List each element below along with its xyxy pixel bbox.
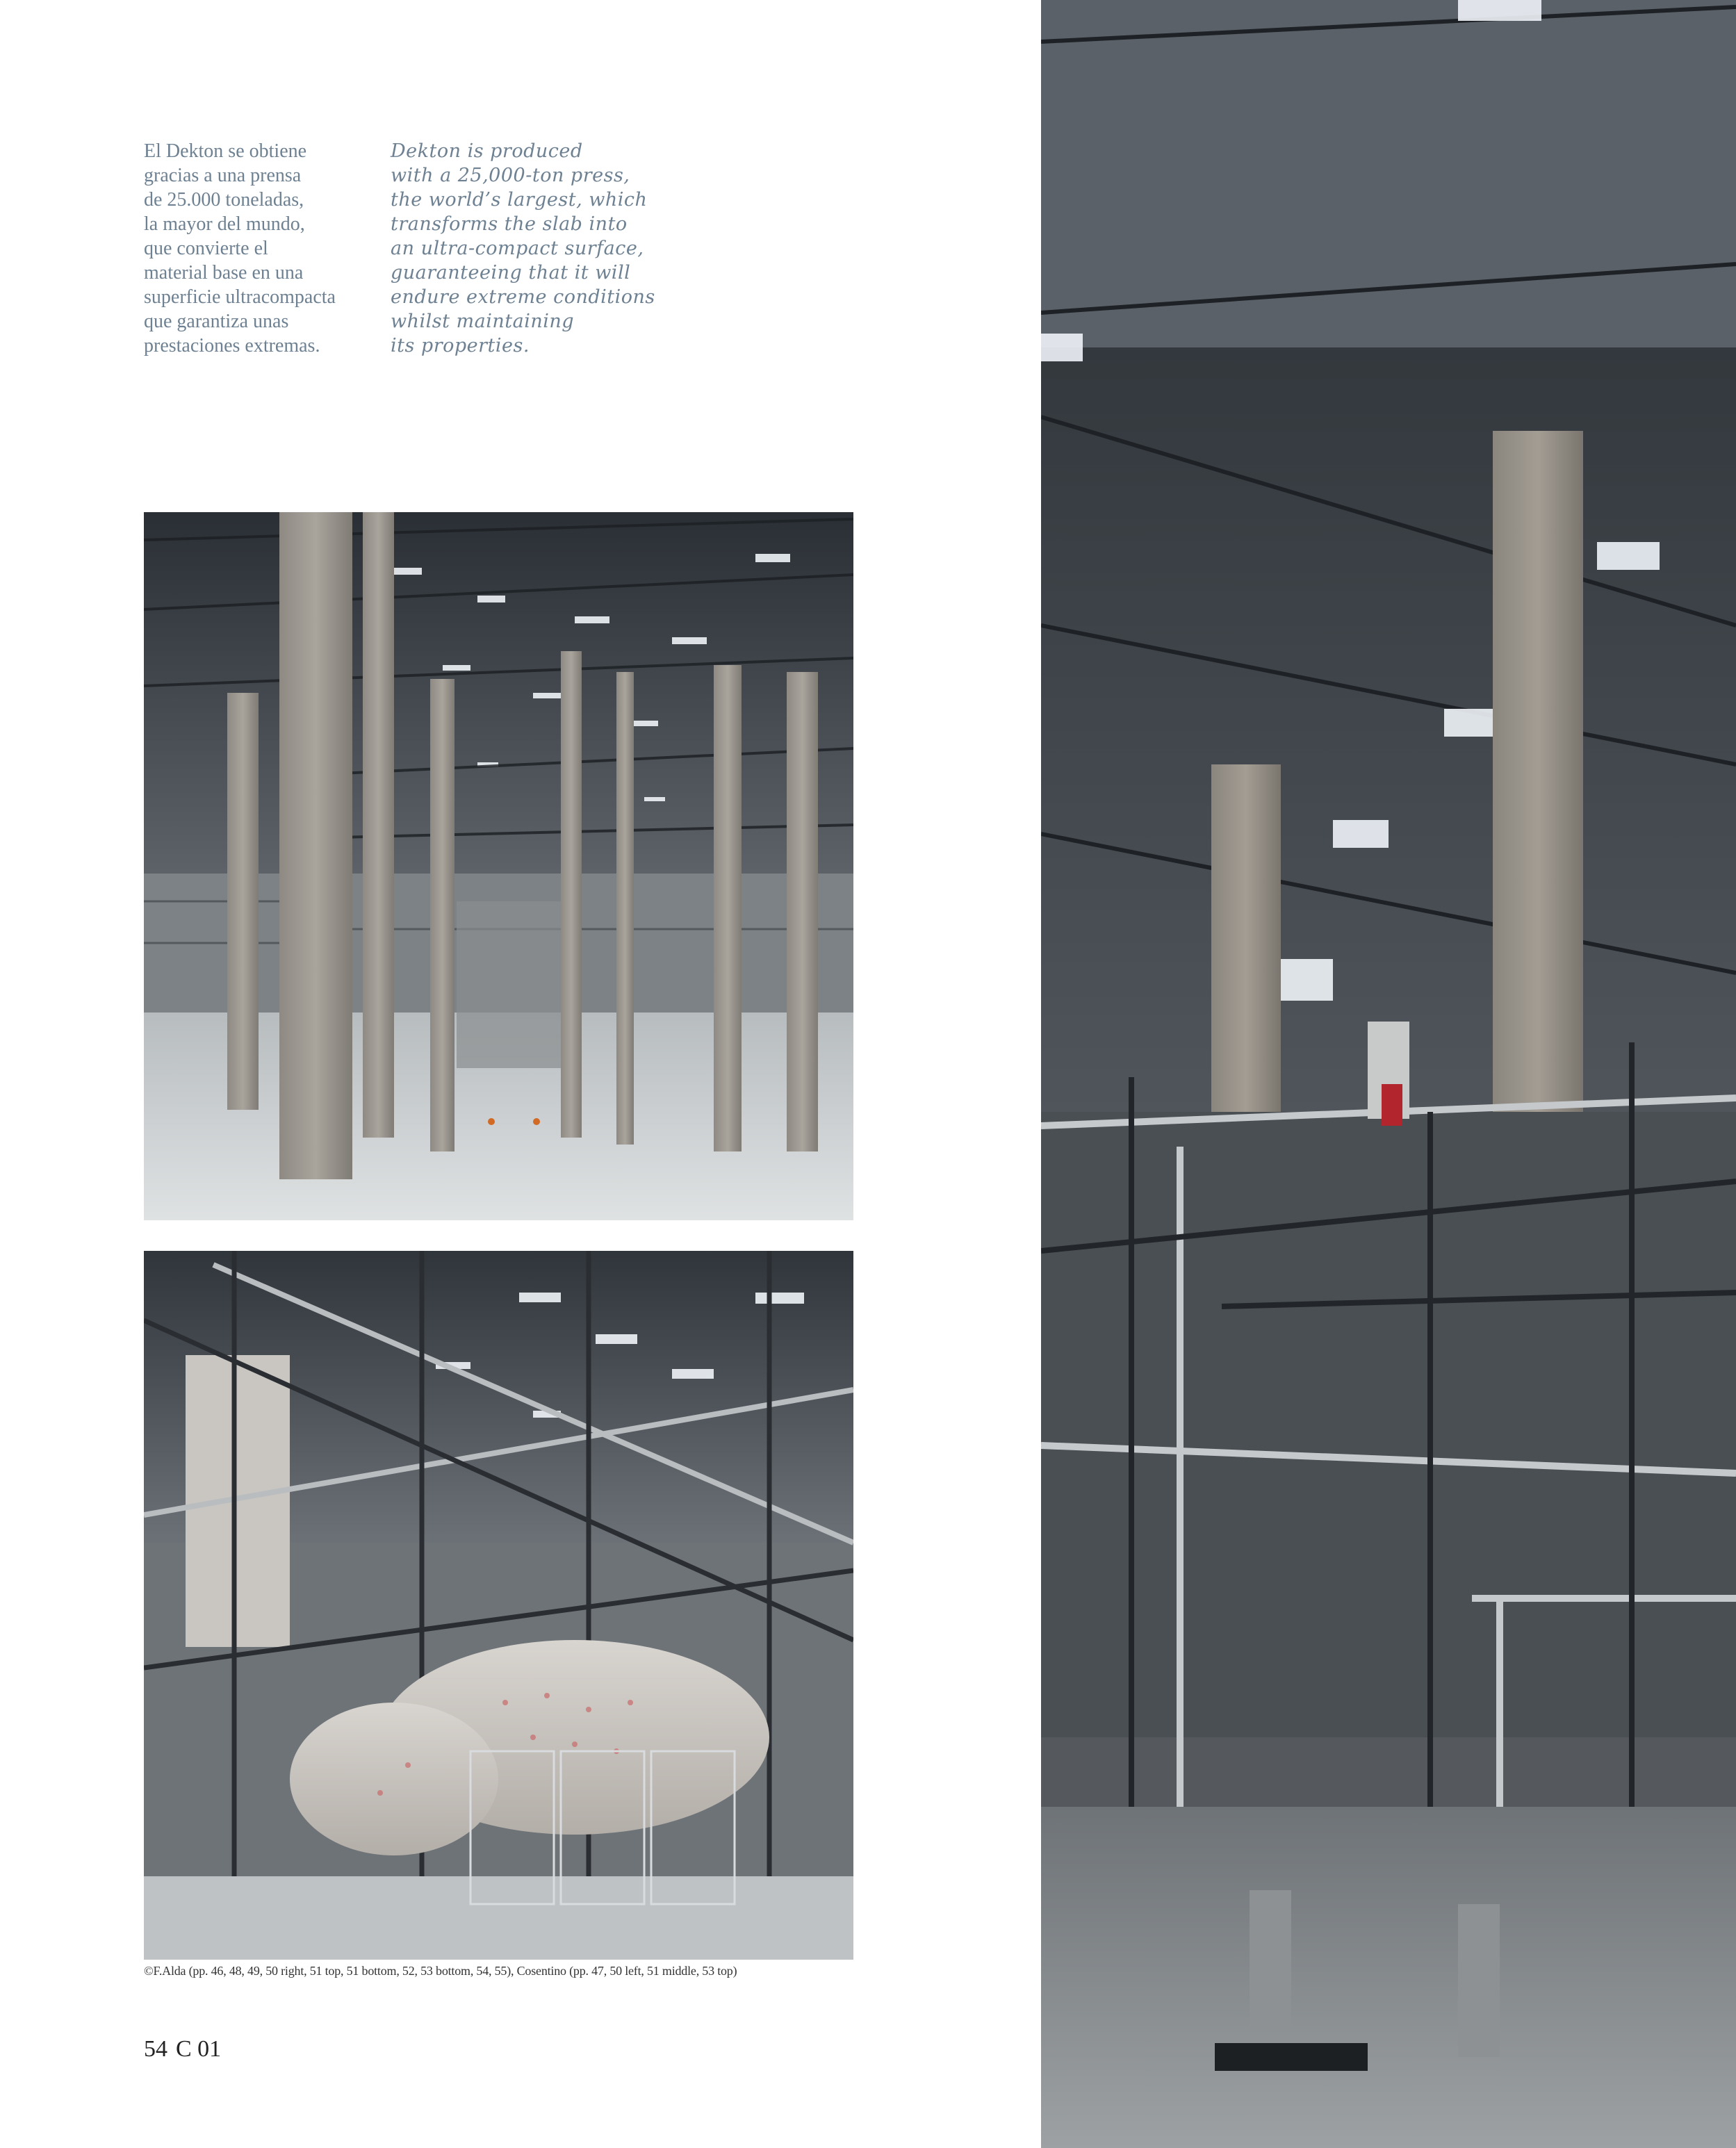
factory-hall-photo (144, 512, 853, 1220)
page-folio (144, 2036, 229, 2063)
text-line: its properties. (391, 335, 530, 356)
text-line: material base en una (144, 262, 304, 284)
text-line: guaranteeing that it will (391, 262, 631, 284)
text-line: endure extreme conditions (391, 286, 655, 308)
text-line: the world’s largest, which (391, 189, 648, 211)
text-line: with a 25,000-ton press, (391, 165, 630, 186)
page-number: 54 (144, 2036, 167, 2062)
spanish-text-column (144, 139, 373, 358)
text-line: whilst maintaining (391, 311, 575, 332)
text-line: que garantiza unas (144, 311, 289, 332)
tall-factory-photo (1041, 0, 1736, 2148)
text-line: El Dekton se obtiene (144, 140, 307, 162)
text-line: an ultra-compact surface, (391, 238, 644, 259)
text-line: prestaciones extremas. (144, 335, 320, 356)
tall-factory-illustration (1041, 0, 1736, 2148)
ball-mills-photo (144, 1251, 853, 1960)
text-line: la mayor del mundo, (144, 213, 305, 235)
ball-mills-illustration (144, 1251, 853, 1960)
text-line: gracias a una prensa (144, 165, 302, 186)
text-line: Dekton is produced (391, 140, 583, 162)
factory-hall-illustration (144, 512, 853, 1220)
text-line: que convierte el (144, 238, 268, 259)
text-line: transforms the slab into (391, 213, 628, 235)
photo-credits: ©F.Alda (pp. 46, 48, 49, 50 right, 51 top, 51 bottom, 52, 53 bottom, 54, 55), Cosentino (pp. 47, 50 left, 51 middle, 53 top) (144, 1964, 737, 1978)
text-line: superficie ultracompacta (144, 286, 336, 308)
magazine-mark: C 01 (176, 2036, 222, 2062)
english-text-column (391, 139, 655, 358)
text-line: de 25.000 toneladas, (144, 189, 304, 211)
